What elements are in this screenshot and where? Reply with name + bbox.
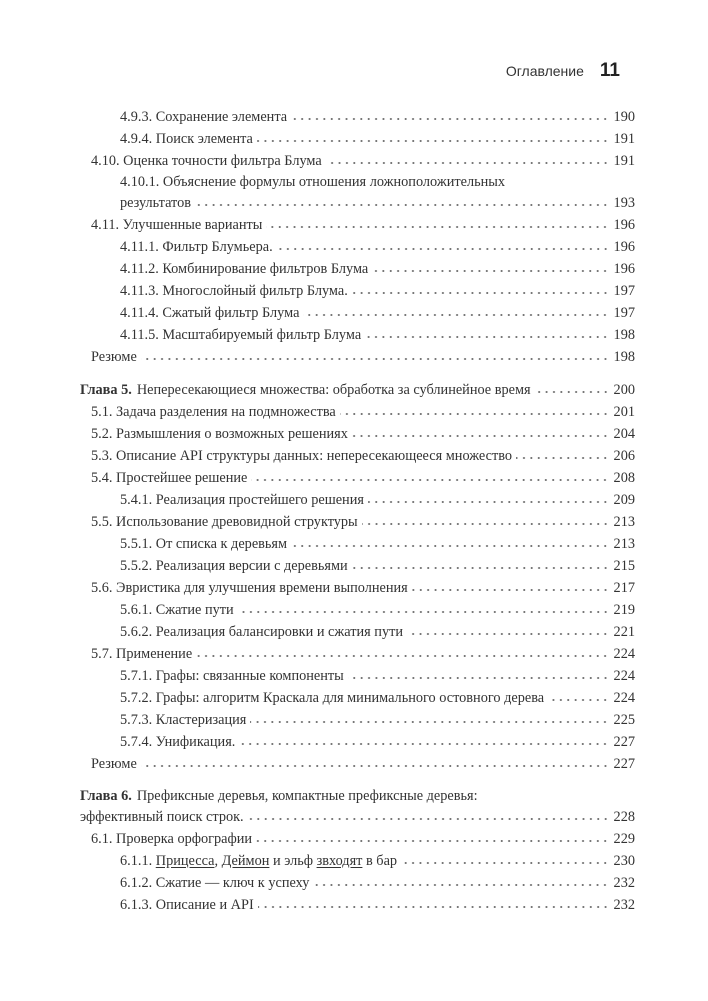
dot-leader — [250, 720, 609, 724]
toc-chapter-entry[interactable] — [80, 786, 635, 828]
toc-entry[interactable] — [80, 753, 635, 775]
entry-title — [80, 788, 478, 804]
chapter-label: Глава 5. — [80, 382, 132, 398]
title-text: 6.1.2. Сжатие — ключ к успеху — [120, 875, 310, 891]
title-text: 5.5.2. Реализация версии с деревьями — [120, 558, 348, 574]
entry-title — [120, 709, 246, 731]
title-text: 5.5.1. От списка к деревьям — [120, 536, 288, 552]
toc-entry[interactable] — [80, 401, 635, 423]
entry-page-number: 225 — [613, 712, 635, 728]
title-text: 5.7.2. Графы: алгоритм Краскала для минимального остовного дерева — [120, 690, 545, 706]
entry-title — [120, 324, 361, 346]
entry-page-number: 208 — [613, 470, 635, 486]
toc-entry[interactable] — [80, 467, 635, 489]
toc-entry[interactable] — [80, 599, 635, 621]
dot-leader — [535, 390, 609, 394]
dot-leader — [303, 313, 609, 317]
dot-leader — [291, 544, 609, 548]
entry-page-number: 191 — [613, 153, 635, 169]
entry-title — [91, 511, 358, 533]
toc-entry[interactable] — [80, 258, 635, 280]
dot-leader — [251, 478, 609, 482]
entry-title — [120, 489, 364, 511]
dot-leader — [256, 839, 609, 843]
title-text: 5.6.2. Реализация балансировки и сжатия пути — [120, 624, 403, 640]
toc-chapter-entry[interactable] — [80, 379, 635, 401]
entry-page-number: 198 — [613, 349, 635, 365]
toc-entry[interactable] — [80, 687, 635, 709]
entry-title — [120, 687, 544, 709]
title-text: 4.11.4. Сжатый фильтр Блума — [120, 305, 300, 321]
entry-page-number: 215 — [613, 558, 635, 574]
toc-entry[interactable] — [80, 346, 635, 368]
chapter-label: Глава 6. — [80, 788, 132, 804]
entry-title — [120, 850, 397, 872]
title-text: 4.10. Оценка точности фильтра Блума — [91, 153, 322, 169]
title-text: и эльф — [269, 853, 317, 869]
entry-title — [91, 577, 408, 599]
title-text: 4.9.3. Сохранение элемента — [120, 109, 288, 125]
dot-leader — [348, 676, 609, 680]
dot-leader — [407, 632, 609, 636]
dot-leader — [141, 764, 609, 768]
entry-title — [91, 643, 192, 665]
dot-leader — [313, 883, 609, 887]
entry-title — [91, 423, 348, 445]
title-text: 5.6. Эвристика для улучшения времени выполнения — [91, 580, 408, 596]
page-number: 11 — [599, 60, 620, 81]
entry-page-number: 198 — [613, 327, 635, 343]
entry-title — [120, 174, 505, 190]
entry-line-1 — [120, 172, 635, 192]
title-text: 6.1. Проверка орфографии — [91, 831, 253, 847]
title-text: 4.9.4. Поиск элемента — [120, 131, 253, 147]
title-text: 5.2. Размышления о возможных решениях — [91, 426, 348, 442]
entry-page-number: 227 — [613, 734, 635, 750]
title-text: 5.7.1. Графы: связанные компоненты — [120, 668, 344, 684]
toc-entry[interactable] — [80, 423, 635, 445]
dot-leader — [277, 247, 609, 251]
entry-page-number: 224 — [613, 690, 635, 706]
entry-page-number: 213 — [613, 514, 635, 530]
dot-leader — [516, 456, 609, 460]
entry-page-number: 197 — [613, 305, 635, 321]
entry-title — [120, 621, 403, 643]
title-text: 5.7.4. Унификация. — [120, 734, 236, 750]
entry-page-number: 219 — [613, 602, 635, 618]
dot-leader — [372, 269, 609, 273]
entry-title — [120, 302, 299, 324]
entry-title — [120, 236, 273, 258]
entry-title — [120, 258, 368, 280]
entry-page-number: 232 — [613, 875, 635, 891]
toc-entry[interactable] — [80, 533, 635, 555]
entry-title — [120, 128, 253, 150]
toc-entry[interactable] — [80, 828, 635, 850]
entry-page-number: 191 — [613, 131, 635, 147]
dot-leader — [248, 817, 609, 821]
title-text: 4.11.1. Фильтр Блумьера. — [120, 239, 273, 255]
dot-leader — [352, 291, 609, 295]
entry-title — [91, 214, 262, 236]
toc-entry[interactable] — [80, 643, 635, 665]
entry-page-number: 206 — [613, 448, 635, 464]
entry-page-number: 196 — [613, 239, 635, 255]
toc-entry[interactable] — [80, 872, 635, 894]
title-text: 5.4.1. Реализация простейшего решения — [120, 492, 364, 508]
entry-page-number: 221 — [613, 624, 635, 640]
section-title: Оглавление — [505, 63, 584, 79]
dot-leader — [365, 335, 609, 339]
entry-title — [120, 599, 234, 621]
title-continuation: эффективный поиск строк. — [80, 809, 244, 825]
entry-page-number: 197 — [613, 283, 635, 299]
entry-page-number: 228 — [613, 809, 635, 825]
title-continuation: результатов — [120, 195, 192, 211]
entry-page-number: 230 — [613, 853, 635, 869]
entry-title — [91, 753, 137, 775]
entry-title — [120, 555, 348, 577]
toc-entry[interactable] — [80, 445, 635, 467]
entry-page-number: 204 — [613, 426, 635, 442]
title-text: 5.3. Описание API структуры данных: непересекающееся множество — [91, 448, 513, 464]
toc-entry[interactable] — [80, 511, 635, 533]
toc-entry[interactable] — [80, 731, 635, 753]
dot-leader — [368, 500, 609, 504]
dot-leader — [195, 203, 609, 207]
entry-title — [120, 280, 348, 302]
dot-leader — [266, 225, 609, 229]
toc-entry[interactable] — [80, 489, 635, 511]
dot-leader — [352, 434, 609, 438]
entry-title — [91, 401, 336, 423]
toc-entry[interactable] — [80, 894, 635, 916]
title-text: 5.4. Простейшее решение — [91, 470, 248, 486]
dot-leader — [401, 861, 609, 865]
toc-entry[interactable] — [80, 324, 635, 346]
entry-title — [91, 445, 512, 467]
dot-leader — [326, 161, 609, 165]
entry-page-number: 232 — [613, 897, 635, 913]
underlined-text: звходят — [316, 853, 363, 869]
toc-entry[interactable] — [80, 850, 635, 872]
entry-page-number: 227 — [613, 756, 635, 772]
underlined-text: Прицесса — [155, 853, 215, 869]
entry-page-number: 196 — [613, 217, 635, 233]
entry-page-number: 201 — [613, 404, 635, 420]
entry-page-number: 217 — [613, 580, 635, 596]
running-header — [506, 60, 620, 82]
toc-entry[interactable] — [80, 302, 635, 324]
title-text: 5.1. Задача разделения на подмножества — [91, 404, 336, 420]
entry-title — [120, 894, 254, 916]
title-text: 5.7.3. Кластеризация — [120, 712, 247, 728]
title-text: 4.10.1. Объяснение формулы отношения ложноположительных — [120, 174, 506, 190]
title-text: Префиксные деревья, компактные префиксные деревья: — [136, 788, 478, 804]
dot-leader — [238, 610, 609, 614]
toc-entry[interactable] — [80, 280, 635, 302]
entry-title — [91, 346, 137, 368]
title-text: 4.11.3. Многослойный фильтр Блума. — [120, 283, 348, 299]
title-text: Резюме — [91, 349, 137, 365]
toc-entry[interactable] — [80, 106, 635, 128]
entry-line-2 — [120, 192, 635, 214]
dot-leader — [548, 698, 609, 702]
title-text: в бар — [362, 853, 398, 869]
dot-leader — [257, 139, 609, 143]
entry-title — [120, 872, 309, 894]
dot-leader — [352, 566, 609, 570]
title-text: 6.1.1. — [120, 853, 156, 869]
entry-page-number: 213 — [613, 536, 635, 552]
dot-leader — [258, 905, 609, 909]
title-text: 5.7. Применение — [91, 646, 193, 662]
entry-page-number: 196 — [613, 261, 635, 277]
entry-line-1 — [80, 786, 635, 806]
entry-title — [120, 106, 287, 128]
entry-title — [120, 533, 287, 555]
entry-page-number: 224 — [613, 668, 635, 684]
dot-leader — [340, 412, 609, 416]
title-text: , — [214, 853, 222, 869]
dot-leader — [291, 117, 609, 121]
entry-title — [91, 467, 247, 489]
entry-page-number: 224 — [613, 646, 635, 662]
table-of-contents — [80, 106, 635, 916]
entry-title — [120, 731, 235, 753]
toc-entry[interactable] — [80, 555, 635, 577]
title-text: 5.6.1. Сжатие пути — [120, 602, 234, 618]
entry-page-number: 193 — [613, 195, 635, 211]
title-text: Резюме — [91, 756, 137, 772]
entry-title — [91, 150, 322, 172]
toc-entry[interactable] — [80, 709, 635, 731]
dot-leader — [239, 742, 609, 746]
toc-entry[interactable] — [80, 577, 635, 599]
entry-title — [80, 379, 531, 401]
entry-page-number: 200 — [613, 382, 635, 398]
entry-line-2 — [80, 806, 635, 828]
entry-page-number: 190 — [613, 109, 635, 125]
entry-title — [91, 828, 252, 850]
underlined-text: Деймон — [221, 853, 270, 869]
title-text: 6.1.3. Описание и API — [120, 897, 254, 913]
toc-entry[interactable] — [80, 150, 635, 172]
title-text: 4.11. Улучшенные варианты — [91, 217, 263, 233]
title-text: Непересекающиеся множества: обработка за сублинейное время — [136, 382, 531, 398]
toc-entry[interactable] — [80, 214, 635, 236]
title-text: 5.5. Использование древовидной структуры — [91, 514, 358, 530]
dot-leader — [196, 654, 609, 658]
toc-entry[interactable] — [80, 128, 635, 150]
dot-leader — [412, 588, 609, 592]
dot-leader — [362, 522, 609, 526]
title-text: 4.11.5. Масштабируемый фильтр Блума — [120, 327, 362, 343]
entry-page-number: 229 — [613, 831, 635, 847]
toc-entry[interactable] — [80, 172, 635, 214]
dot-leader — [141, 357, 609, 361]
toc-entry[interactable] — [80, 621, 635, 643]
entry-page-number: 209 — [613, 492, 635, 508]
toc-entry[interactable] — [80, 236, 635, 258]
entry-title — [120, 665, 344, 687]
title-text: 4.11.2. Комбинирование фильтров Блума — [120, 261, 369, 277]
toc-entry[interactable] — [80, 665, 635, 687]
